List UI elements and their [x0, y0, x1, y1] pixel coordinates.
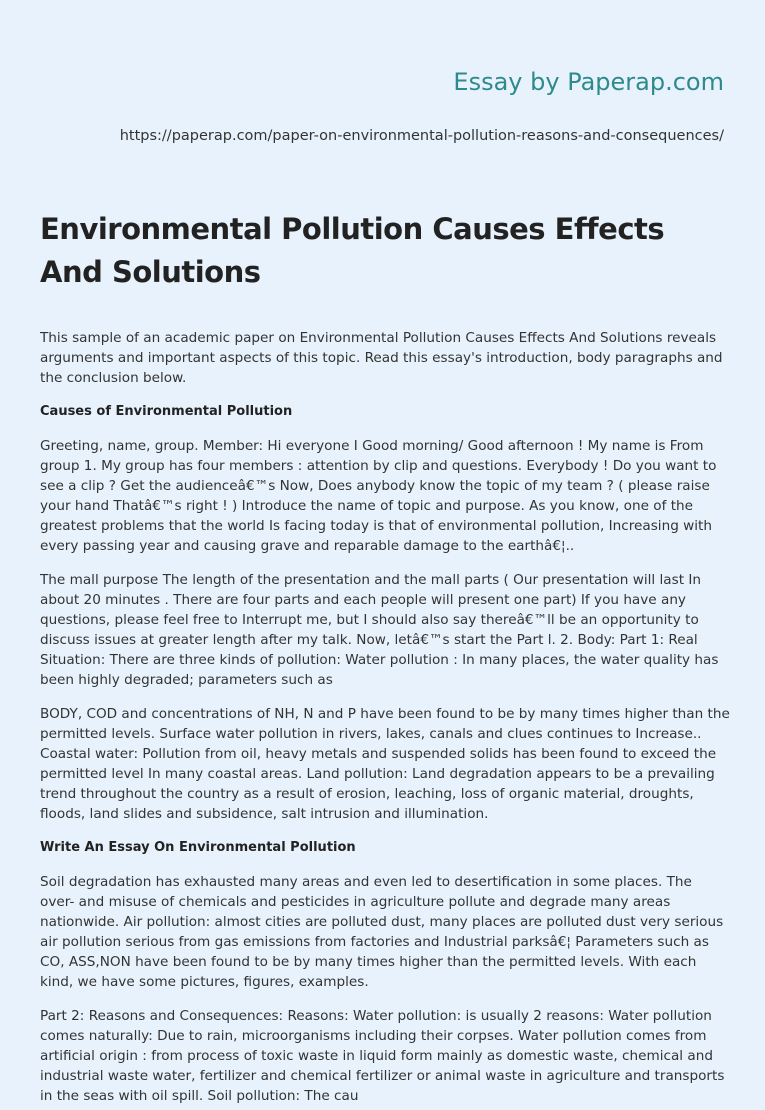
page-title: Environmental Pollution Causes Effects And Solutions	[40, 212, 665, 289]
intro-paragraph: This sample of an academic paper on Environmental Pollution Causes Effects And Solutions reveals arguments and important aspects of this topic. Read this essay's introduction, body paragraphs and the conclusion below.	[40, 330, 723, 386]
paragraph-4: Soil degradation has exhausted many areas and even led to desertification in some places. The over- and misuse of chemicals and pesticides in agriculture pollute and degrade many areas nationwide. Air pollution: almost cities are polluted dust, many places are polluted dust very serious air pollution serious from gas emissions from factories and Industrial parksâ€¦ Parameters such as CO, ASS,NON have been found to be by many times higher than the permitted levels. With each kind, we have some pictures, figures, examples.	[40, 874, 724, 990]
paragraph-1: Greeting, name, group. Member: Hi everyone I Good morning/ Good afternoon ! My name is From group 1. My group has four members : attention by clip and questions. Everybody ! Do you want to see a clip ? Get the audienceâ€™s Now, Does anybody know the topic of my team ? ( please raise your hand Thatâ€™s right ! ) Introduce the name of topic and purpose. As you know, one of the greatest problems that the world Is facing today is that of environmental pollution, Increasing with every passing year and causing grave and reparable damage to the earthâ€¦..	[40, 438, 717, 554]
paragraph-3: BODY, COD and concentrations of NH, N and P have been found to be by many times higher than the permitted levels. Surface water pollution in rivers, lakes, canals and clues continues to Increase.. Coastal water: Pollution from oil, heavy metals and suspended solids has been found to exceed the permitted level In many coastal areas. Land pollution: Land degradation appears to be a prevailing trend throughout the country as a result of erosion, leaching, loss of organic material, droughts, floods, land slides and subsidence, salt intrusion and illumination.	[40, 706, 730, 822]
paragraph-2: The mall purpose The length of the presentation and the mall parts ( Our presentation will last In about 20 minutes . There are four parts and each people will present one part) If you have any questions, please feel free to Interrupt me, but I should also say thereâ€™ll be an opportunity to discuss issues at greater length after my talk. Now, letâ€™s start the Part l. 2. Body: Part 1: Real Situation: There are three kinds of pollution: Water pollution : In many places, the water quality has been highly degraded; parameters such as	[40, 572, 719, 688]
source-url[interactable]: https://paperap.com/paper-on-environmental-pollution-reasons-and-consequences/	[119, 128, 724, 144]
brand-link[interactable]: Essay by Paperap.com	[453, 68, 724, 96]
essay-content	[40, 208, 730, 1106]
section-heading-causes: Causes of Environmental Pollution	[40, 404, 293, 419]
paragraph-5: Part 2: Reasons and Consequences: Reasons: Water pollution: is usually 2 reasons: Water pollution comes naturally: Due to rain, microorganisms including their corpses. Water pollution comes from artificial origin : from process of toxic waste in liquid form mainly as domestic waste, chemical and industrial waste water, fertilizer and chemical fertilizer or animal waste in agriculture and transports in the seas with oil spill. Soil pollution: The cau	[40, 1008, 725, 1104]
section-heading-write-essay: Write An Essay On Environmental Pollution	[40, 840, 356, 855]
